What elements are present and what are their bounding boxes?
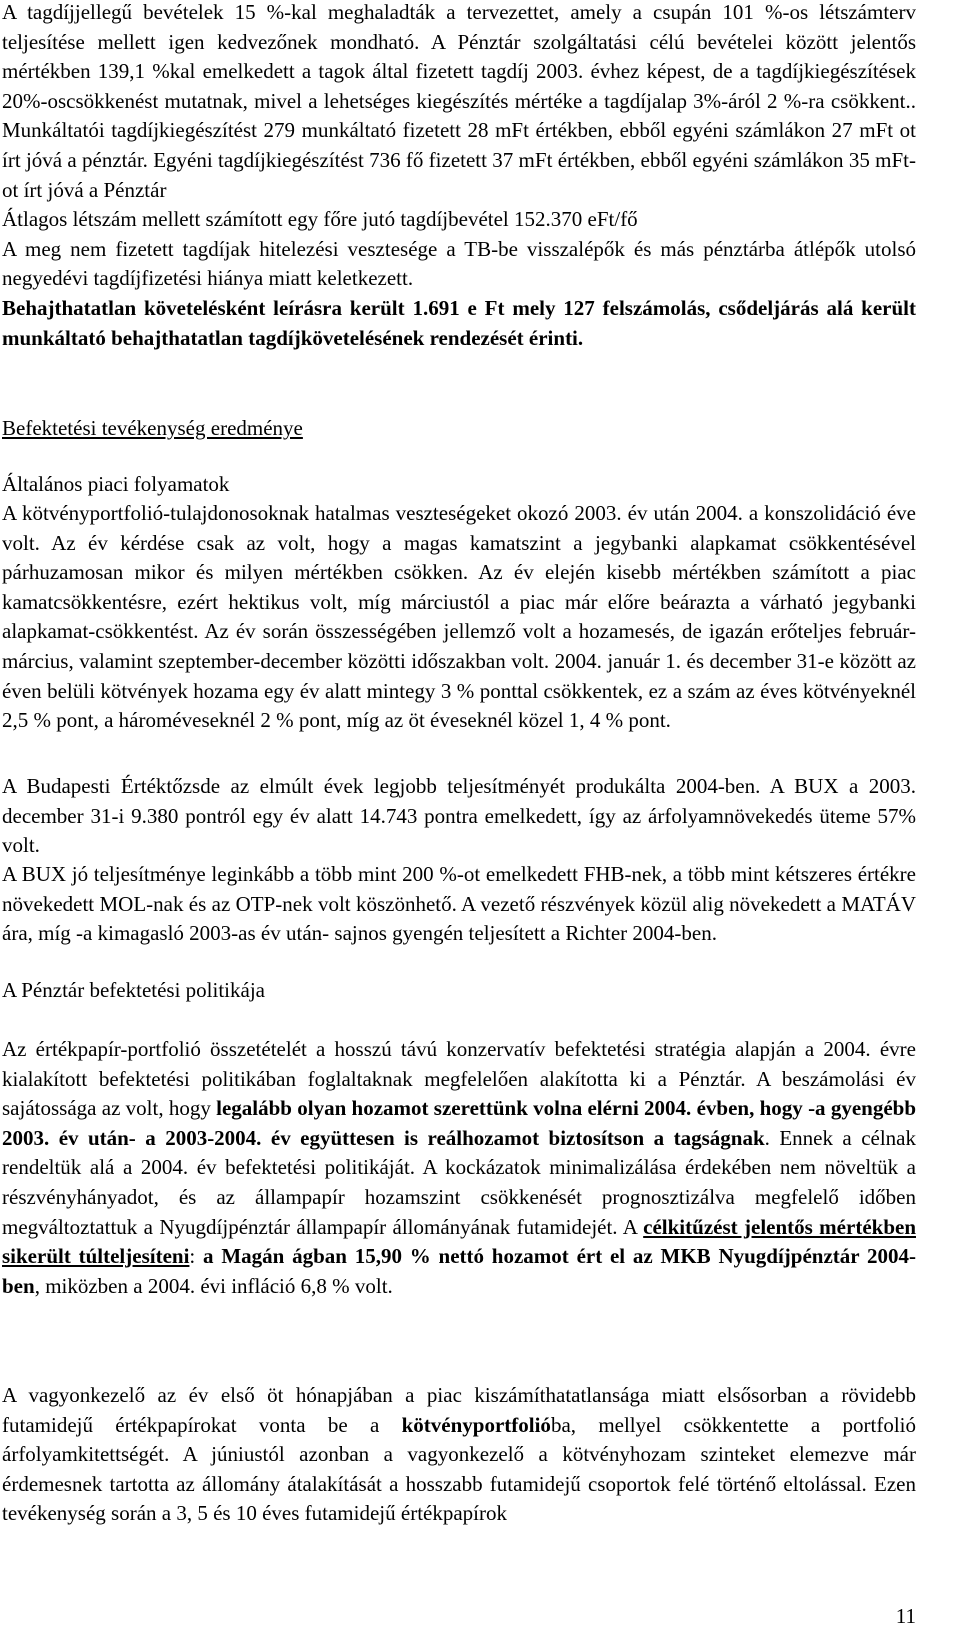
paragraph-asset-manager <box>2 1381 916 1529</box>
text-duration-shift: ba, mellyel csökkentette a portfolió árfolyamkitettségét. A júniustól azonban a vagyonkezelő a kötvényhozam szinteket elemezve már érdemesnek tartotta az állomány átalakítását a hosszabb futamidejű csoportok felé történő eltolással. Ezen tevékenység során a 3, 5 és 10 éves futamidejű értékpapírok <box>2 1412 917 1526</box>
text-individual-supplement: Egyéni tagdíjkiegészítést 736 fő fizetett 37 mFt értékben, ebből egyéni számlákon 35 mFt-ot írt jóvá a Pénztár <box>2 147 916 202</box>
section-heading-investment-results: Befektetési tevékenység eredménye <box>2 416 303 440</box>
text-credit-loss: A meg nem fizetett tagdíjak hitelezési vesztesége a TB-be visszalépők és más pénztárba átlépők utolsó negyedévi tagdíjfizetési hiánya miatt keletkezett. <box>2 236 916 291</box>
paragraph-budapest-stock-exchange: A Budapesti Értéktőzsde az elmúlt évek legjobb teljesítményét produkálta 2004-ben. A BUX a 2003. december 31-i 9.380 pontról egy év alatt 14.743 pontra emelkedett, így az árfolyamnövekedés üteme 57% volt. <box>2 774 916 858</box>
text-net-return: a Magán ágban 15,90 % nettó hozamot ért el az MKB Nyugdíjpénztár 2004-ben <box>2 1244 917 1298</box>
paragraph-portfolio-composition <box>2 1035 916 1301</box>
text-policy-intro: Az értékpapír-portfolió összetételét a hosszú távú konzervatív befektetési stratégia alapján a 2004. évre kialakított befektetési politikában foglaltaknak megfelelően alakította ki a Pénztár. A beszámolási év sajátossága az volt, hogy <box>2 1037 916 1121</box>
paragraph-membership-fee-revenue <box>2 0 916 353</box>
text-risk-minimization: . Ennek a célnak rendeltük alá a 2004. év befektetési politikáját. A kockázatok minimalizálása érdekében nem növeltük a részvényhányadot, és az állampapír hozamszint csökkenését prognosztizálva megfelelő időben megváltoztattuk a Nyugdíjpénztár állampapír állományának futamidejét. A <box>2 1125 916 1239</box>
text-written-off-receivables: Behajthatatlan követelésként leírásra került 1.691 e Ft mely 127 felszámolás, csődeljárás alá került munkáltató behajthatatlan tagdíjkövetelésének rendezését érinti. <box>2 295 916 350</box>
text-goal-exceeded: célkitűzést jelentős mértékben sikerült túlteljesíteni <box>2 1214 916 1269</box>
text-fee-revenue-overview: A tagdíjjellegű bevételek 15 %-kal meghaladták a tervezettet, amely a csupán 101 %-os létszámterv teljesítése mellett igen kedvezőnek mondható. A Pénztár szolgáltatási célú bevételei között jelentős mértékben 139,1 %kal emelkedett a tagok által fizetett tagdíj 2003. <box>2 0 916 84</box>
text-asset-manager-intro: A vagyonkezelő az év első öt hónapjában a piac kiszámíthatatlansága miatt elsősorban a rövidebb futamidejű értékpapírokat vonta be a <box>2 1383 916 1437</box>
text-colon: : <box>189 1244 204 1269</box>
text-bond-portfolio: kötvényportfolió <box>401 1412 551 1437</box>
text-inflation: , miközben a 2004. évi infláció 6,8 % volt. <box>34 1273 393 1298</box>
paragraph-bond-market: A kötvényportfolió-tulajdonosoknak hatalmas veszteségeket okozó 2003. év után 2004. a konszolidáció éve volt. Az év kérdése csak az volt, hogy a magas kamatszint a jegybanki alapkamat csökkentésével párhuzamosan mikor és milyen mértékben csökken. Az év elején kisebb mértékben számított a piac kamatcsökkentésre, ezért hektikus volt, míg márciustól a piac már előre beárazta a várható jegybanki alapkamat-csökkentést. Az év során összességében jellemző volt a hozamesés, de igazán erőteljes február-március, valamint szeptember-december közötti időszakban volt. 2004. január 1. és december 31-e között az éven belüli kötvények hozama egy év alatt mintegy 3 % ponttal csökkentek, ez a szám az éves kötvényeknél 2,5 % pont, a hároméveseknél 2 % pont, míg az öt éveseknél közel 1, 4 % pont. <box>2 501 916 733</box>
page-number: 11 <box>895 1604 916 1628</box>
subheading-investment-policy: A Pénztár befektetési politikája <box>2 978 265 1002</box>
text-average-fee-per-member: Átlagos létszám mellett számított egy főre jutó tagdíjbevétel 152.370 eFt/fő <box>2 207 638 232</box>
subheading-market-trends: Általános piaci folyamatok <box>2 472 230 496</box>
paragraph-bux-performance: A BUX jó teljesítménye leginkább a több mint 200 %-ot emelkedett FHB-nek, a több mint kétszeres értékre növekedett MOL-nak és az OTP-nek volt köszönhető. A vezető részvények közül alig növekedett a MATÁV ára, míg -a kimagasló 2003-as év után- sajnos gyengén teljesített a Richter 2004-ben. <box>2 862 916 946</box>
text-fee-supplement-decrease: évhez képest, de a tagdíjkiegészítések 20%-oscsökkenést mutatnak, mivel a lehetséges kiegészítés mértéke a tagdíjalap 3%-áról 2 %-ra csökkent.. Munkáltatói tagdíjkiegészítést 279 munkáltató fizetett 28 mFt értékben, ebből egyéni számlákon 27 mFt ot írt jóvá a pénztár. <box>2 59 916 172</box>
text-real-return-goal: legalább olyan hozamot szerettünk volna elérni 2004. évben, hogy -a gyengébb 2003. év után- a 2003-2004. év együttesen is reálhozamot biztosítson a tagságnak <box>2 1096 917 1150</box>
